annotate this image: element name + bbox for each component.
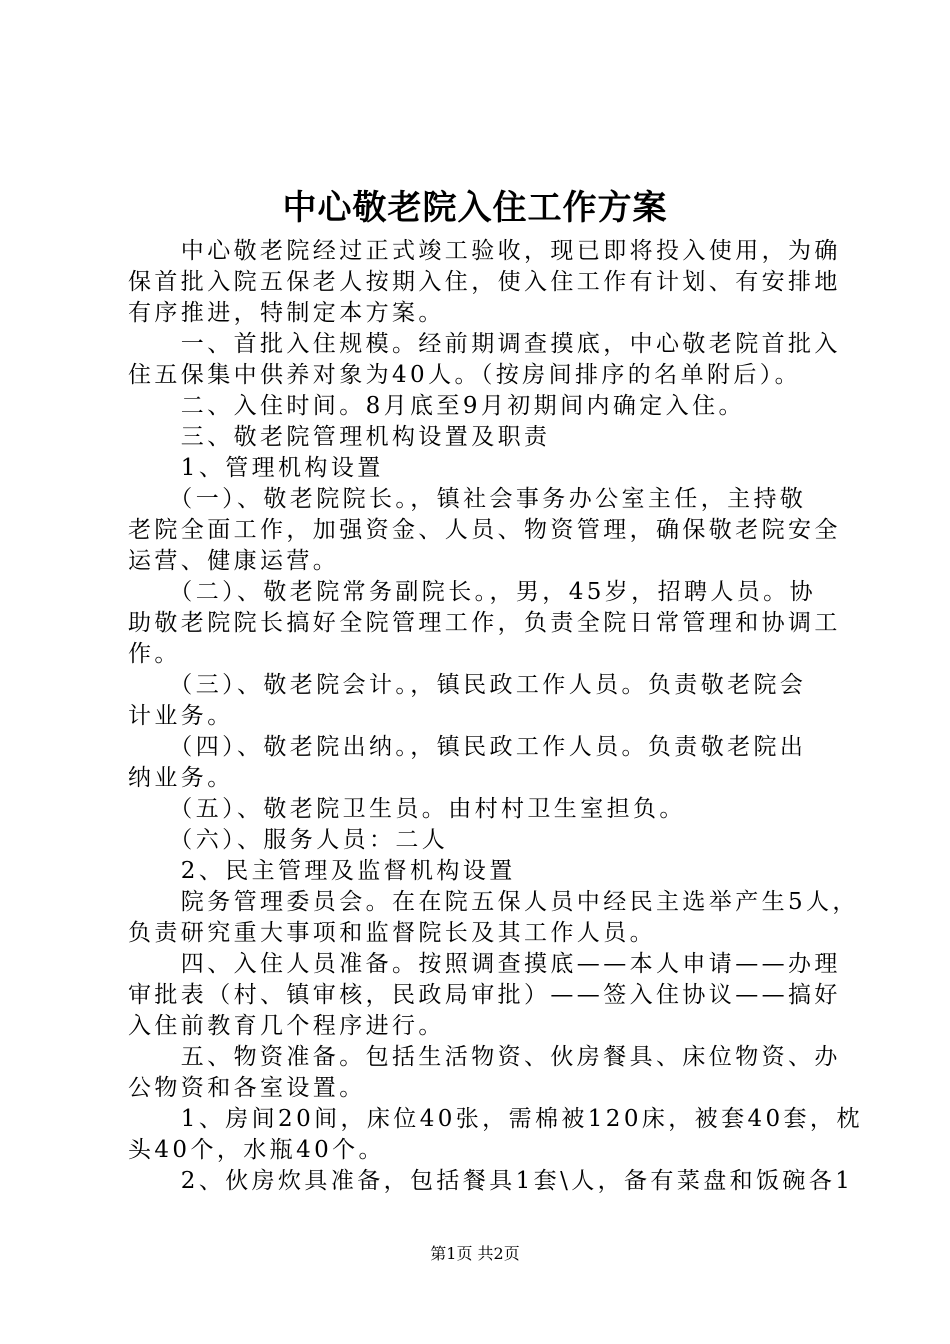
- body-line: 三、敬老院管理机构设置及职责: [128, 424, 551, 450]
- body-line: 住五保集中供养对象为40人。（按房间排序的名单附后）。: [128, 362, 802, 388]
- body-line: （六）、服务人员：二人: [128, 827, 449, 853]
- body-line: 二、入住时间。8月底至9月初期间内确定入住。: [128, 393, 745, 419]
- body-line: 一、首批入住规模。经前期调查摸底，中心敬老院首批入: [128, 331, 841, 357]
- body-line: 计业务。: [128, 703, 234, 729]
- body-line: 头40个，水瓶40个。: [128, 1137, 385, 1163]
- body-line: 院务管理委员会。在在院五保人员中经民主选举产生5人，: [128, 889, 859, 915]
- body-line: （四）、敬老院出纳。，镇民政工作人员。负责敬老院出: [128, 734, 807, 760]
- document-title: 中心敬老院入住工作方案: [282, 188, 668, 228]
- body-line: 入住前教育几个程序进行。: [128, 1013, 445, 1039]
- body-line: （一）、敬老院院长。，镇社会事务办公室主任，主持敬: [128, 486, 807, 512]
- body-line: （五）、敬老院卫生员。由村村卫生室担负。: [128, 796, 686, 822]
- body-line: （二）、敬老院常务副院长。，男，45岁，招聘人员。协: [128, 579, 816, 605]
- body-line: 作。: [128, 641, 181, 667]
- body-line: 中心敬老院经过正式竣工验收，现已即将投入使用，为确: [128, 238, 841, 264]
- document-body: [128, 236, 863, 1197]
- page-footer: 第1页 共2页: [430, 1244, 520, 1263]
- body-line: 1、房间20间，床位40张，需棉被120床，被套40套，枕: [128, 1106, 863, 1132]
- body-line: 老院全面工作，加强资金、人员、物资管理，确保敬老院安全: [128, 517, 841, 543]
- body-line: 保首批入院五保老人按期入住，使入住工作有计划、有安排地: [128, 269, 841, 295]
- body-line: 2、民主管理及监督机构设置: [128, 858, 516, 884]
- body-line: 负责研究重大事项和监督院长及其工作人员。: [128, 920, 656, 946]
- body-line: 四、入住人员准备。按照调查摸底——本人申请——办理: [128, 951, 841, 977]
- body-line: 审批表（村、镇审核，民政局审批）——签入住协议——搞好: [128, 982, 841, 1008]
- body-line: 2、伙房炊具准备，包括餐具1套\人，备有菜盘和饭碗各1: [128, 1168, 854, 1194]
- body-line: 1、管理机构设置: [128, 455, 384, 481]
- body-line: （三）、敬老院会计。，镇民政工作人员。负责敬老院会: [128, 672, 807, 698]
- body-line: 运营、健康运营。: [128, 548, 340, 574]
- body-line: 助敬老院院长搞好全院管理工作，负责全院日常管理和协调工: [128, 610, 841, 636]
- body-line: 五、物资准备。包括生活物资、伙房餐具、床位物资、办: [128, 1044, 841, 1070]
- body-line: 纳业务。: [128, 765, 234, 791]
- body-line: 公物资和各室设置。: [128, 1075, 366, 1101]
- body-line: 有序推进，特制定本方案。: [128, 300, 445, 326]
